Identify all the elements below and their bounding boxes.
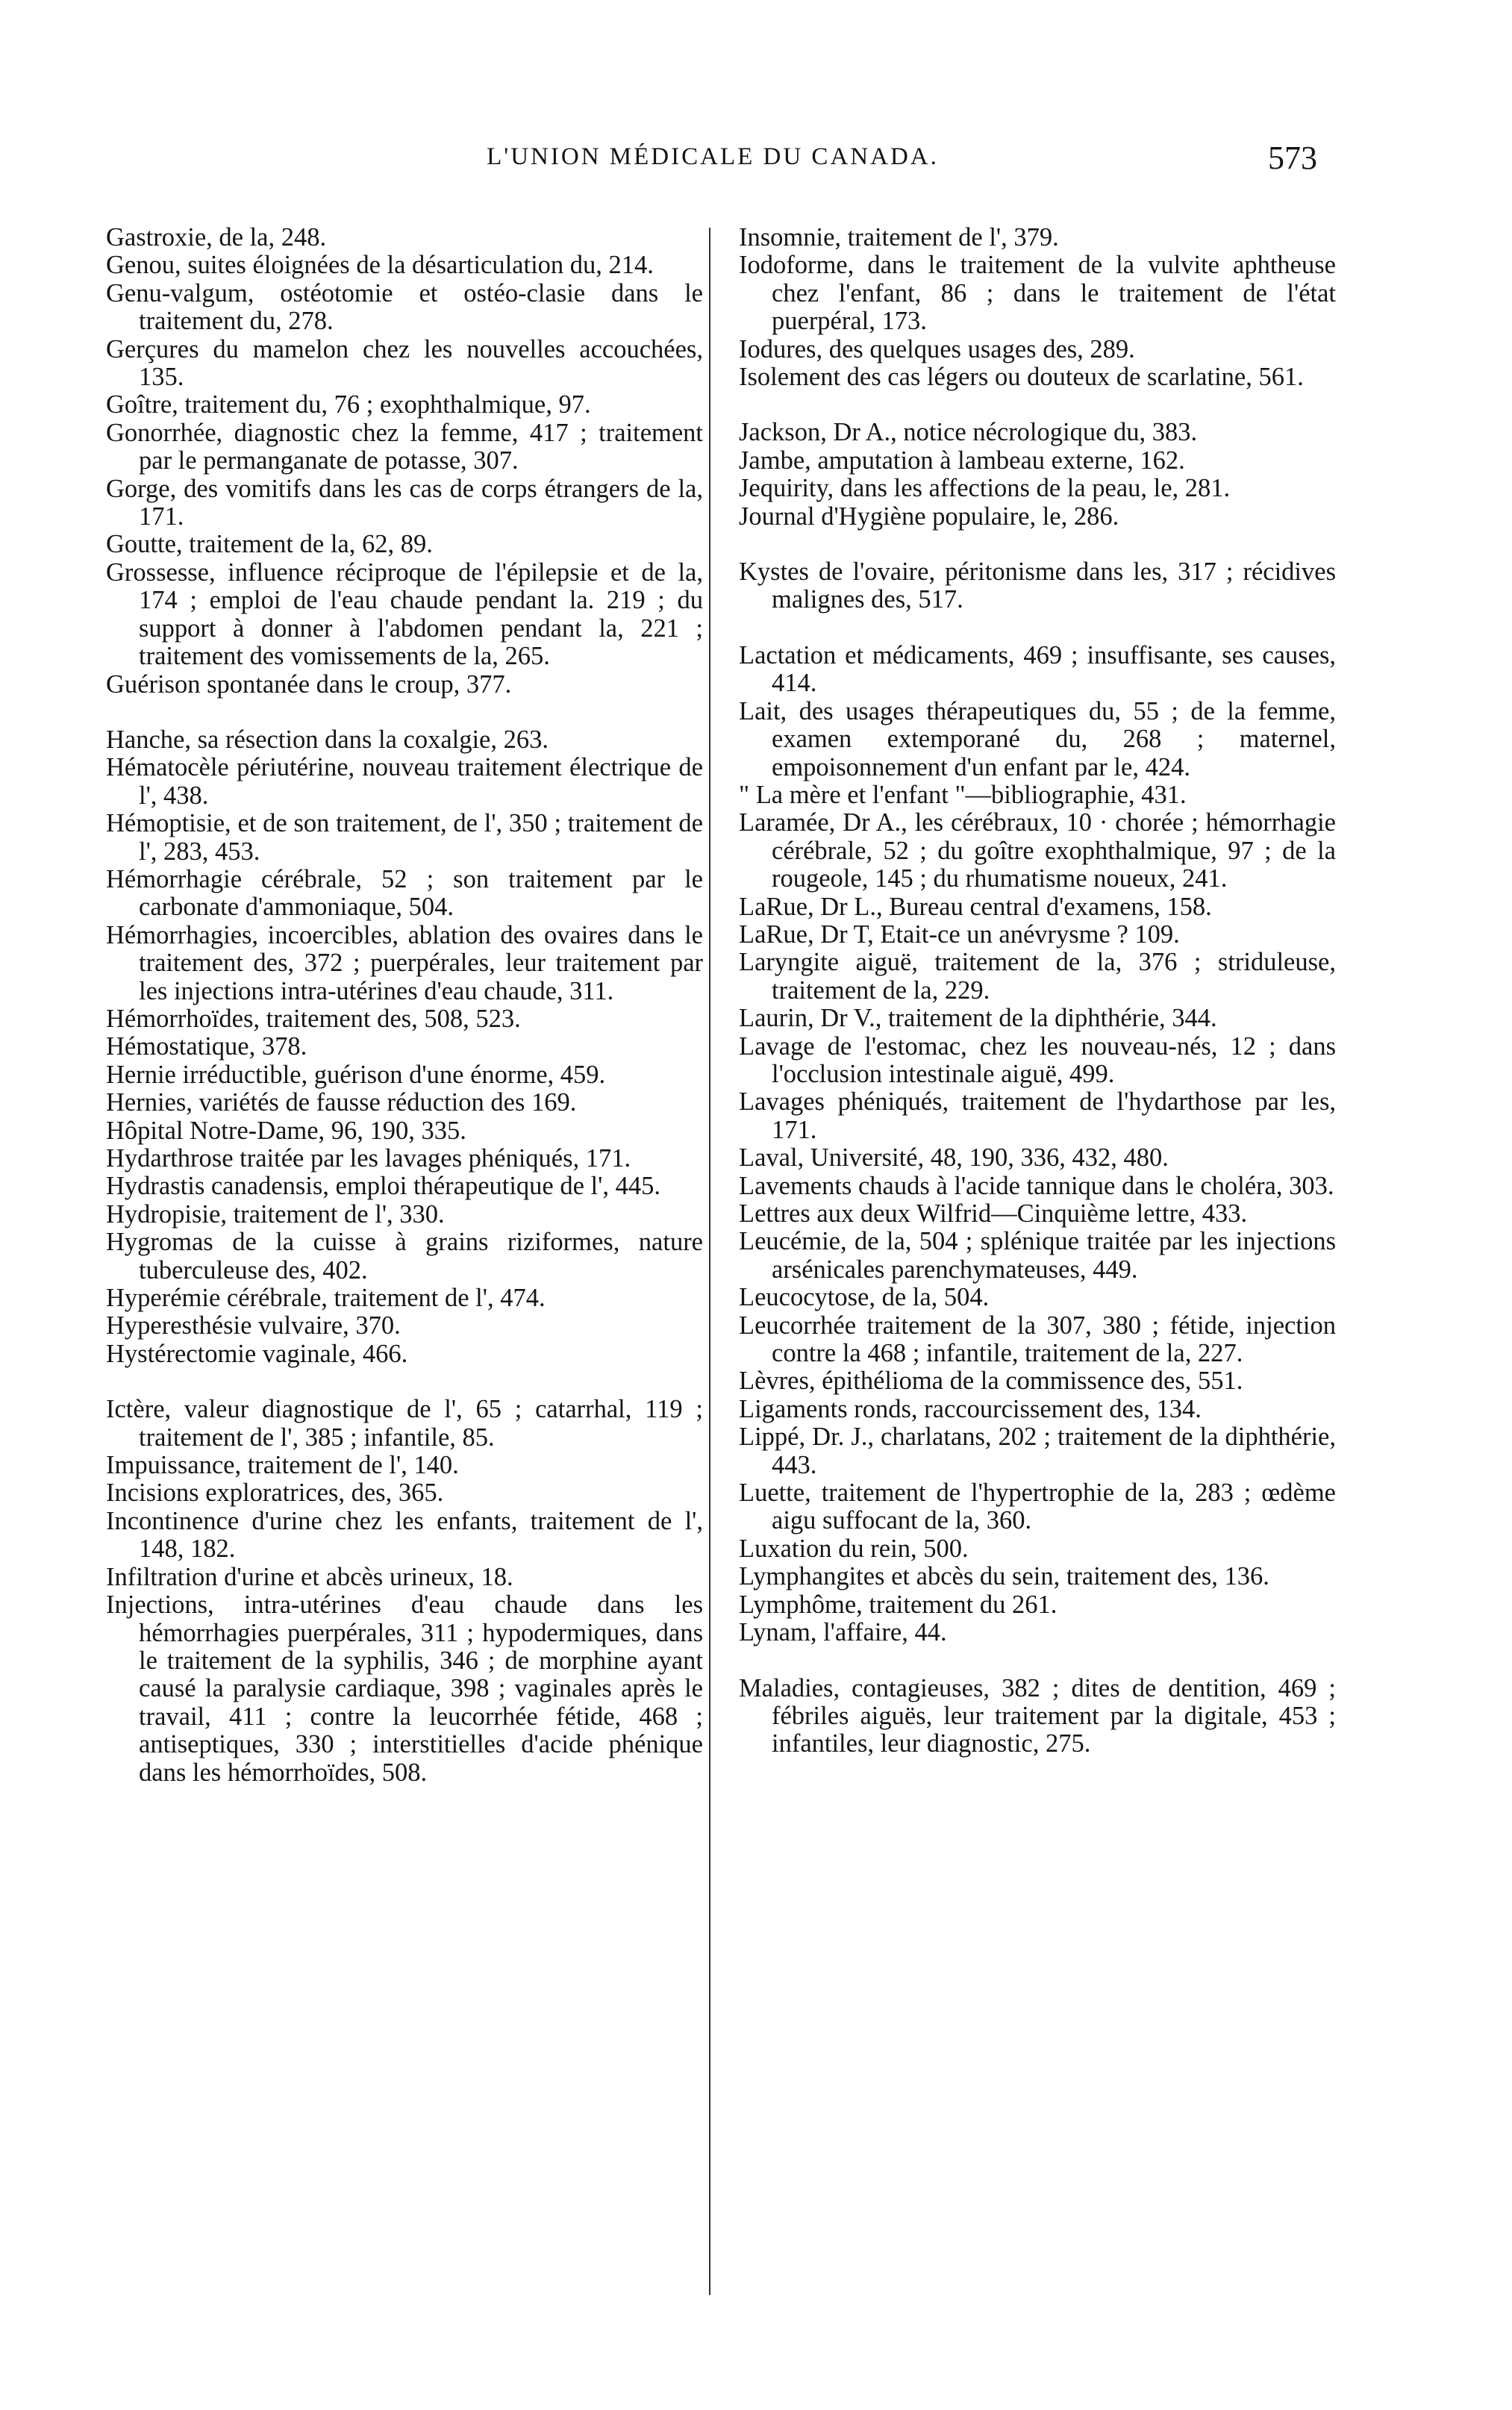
index-entry: Genu-valgum, ostéotomie et ostéo-clasie dans le traitement du, 278. [106,278,703,336]
index-entry: Lactation et médicaments, 469 ; insuffisante, ses causes, 414. [739,640,1336,698]
page-header [108,140,1317,182]
index-entry: Laramée, Dr A., les cérébraux, 10 · chorée ; hémorrhagie cérébrale, 52 ; du goître exophthalmique, 97 ; de la rougeole, 145 ; du rhumatisme noueux, 241. [739,808,1336,893]
column-divider [709,228,710,2295]
index-entry: Iodures, des quelques usages des, 289. [739,334,1135,363]
index-entry: Hystérectomie vaginale, 466. [106,1339,408,1368]
index-entry: Laurin, Dr V., traitement de la diphthérie, 344. [739,1004,1217,1033]
index-entry: Luxation du rein, 500. [739,1534,969,1563]
section-gap [739,531,1336,558]
index-entry: Lippé, Dr. J., charlatans, 202 ; traitement de la diphthérie, 443. [739,1423,1336,1479]
index-entry: Kystes de l'ovaire, péritonisme dans les, 317 ; récidives malignes des, 517. [739,558,1336,614]
section-gap [739,1647,1336,1675]
index-entry: LaRue, Dr T, Etait-ce un anévrysme ? 109. [739,920,1180,949]
index-entry: Lymphangites et abcès du sein, traitement des, 136. [739,1562,1269,1591]
index-entry: Hanche, sa résection dans la coxalgie, 263. [106,725,549,754]
index-entry: Gerçures du mamelon chez les nouvelles accouchées, 135. [106,334,703,392]
index-entry: Grossesse, influence réciproque de l'épilepsie et de la, 174 ; emploi de l'eau chaude pendant la. 219 ; du support à donner à l'abdomen pendant la, 221 ; traitement des vomissements de la, 265. [106,558,703,671]
index-entry: Hyperémie cérébrale, traitement de l', 474. [106,1284,546,1313]
section-gap [739,391,1336,419]
index-entry: Infiltration d'urine et abcès urineux, 18. [106,1562,513,1591]
index-entry: Lettres aux deux Wilfrid—Cinquième lettre, 433. [739,1199,1248,1228]
index-entry: Hernie irréductible, guérison d'une énorme, 459. [106,1060,606,1089]
index-entry: Laval, Université, 48, 190, 336, 432, 480. [739,1143,1169,1173]
section-gap [106,1368,703,1396]
index-entry: Lynam, l'affaire, 44. [739,1618,947,1647]
section-gap [739,614,1336,642]
section-gap [106,699,703,726]
index-column-left [106,224,703,1787]
index-entry: Luette, traitement de l'hypertrophie de la, 283 ; œdème aigu suffocant de la, 360. [739,1479,1336,1535]
index-entry: Jackson, Dr A., notice nécrologique du, 383. [739,418,1198,447]
index-entry: Hôpital Notre-Dame, 96, 190, 335. [106,1116,466,1145]
index-entry: Jequirity, dans les affections de la peau, le, 281. [739,474,1231,503]
index-entry: Lymphôme, traitement du 261. [739,1590,1058,1619]
index-entry: Goutte, traitement de la, 62, 89. [106,530,433,559]
index-entry: Goître, traitement du, 76 ; exophthalmique, 97. [106,390,591,419]
index-entry: Guérison spontanée dans le croup, 377. [106,669,512,699]
index-entry: Hydrastis canadensis, emploi thérapeutique de l', 445. [106,1172,660,1201]
index-entry: Hémorrhagie cérébrale, 52 ; son traitement par le carbonate d'ammoniaque, 504. [106,864,703,922]
index-entry: Lavage de l'estomac, chez les nouveau-nés, 12 ; dans l'occlusion intestinale aiguë, 499. [739,1031,1336,1088]
index-entry: Hyperesthésie vulvaire, 370. [106,1311,401,1340]
index-entry: Insomnie, traitement de l', 379. [739,223,1059,252]
index-entry: Leucorrhée traitement de la 307, 380 ; fétide, injection contre la 468 ; infantile, traitement de la, 227. [739,1311,1336,1368]
index-entry: Hydarthrose traitée par les lavages phéniqués, 171. [106,1144,631,1173]
index-entry: Iodoforme, dans le traitement de la vulvite aphtheuse chez l'enfant, 86 ; dans le traitement de l'état puerpéral, 173. [739,251,1336,336]
index-entry: Incontinence d'urine chez les enfants, traitement de l', 148, 182. [106,1506,703,1564]
index-entry: Hydropisie, traitement de l', 330. [106,1199,445,1229]
index-entry: Leucocytose, de la, 504. [739,1283,990,1312]
index-entry: Impuissance, traitement de l', 140. [106,1451,459,1480]
index-entry: Laryngite aiguë, traitement de la, 376 ; striduleuse, traitement de la, 229. [739,948,1336,1005]
index-entry: Hémorrhoïdes, traitement des, 508, 523. [106,1004,521,1033]
index-entry: Hémostatique, 378. [106,1032,307,1061]
index-entry: Isolement des cas légers ou douteux de scarlatine, 561. [739,363,1304,392]
index-entry: Hématocèle périutérine, nouveau traitement électrique de l', 438. [106,753,703,810]
running-title: L'UNION MÉDICALE DU CANADA. [487,143,939,170]
index-entry: Jambe, amputation à lambeau externe, 162. [739,446,1185,475]
index-entry: Ligaments ronds, raccourcissement des, 134. [739,1394,1202,1423]
index-entry: Lavages phéniqués, traitement de l'hydarthose par les, 171. [739,1087,1336,1144]
index-entry: LaRue, Dr L., Bureau central d'examens, 158. [739,892,1212,921]
index-entry: Gorge, des vomitifs dans les cas de corps étrangers de la, 171. [106,474,703,531]
index-entry: Hémorrhagies, incoercibles, ablation des ovaires dans le traitement des, 372 ; puerpérales, leur traitement par les injections intra-utérines d'eau chaude, 311. [106,920,703,1005]
index-entry: Hernies, variétés de fausse réduction des 169. [106,1088,577,1117]
index-entry: Injections, intra-utérines d'eau chaude dans les hémorrhagies puerpérales, 311 ; hypodermiques, dans le traitement de la syphilis, 346 ; de morphine ayant causé la paralysie cardiaque, 398 ; vaginales après le travail, 411 ; contre la leucorrhée fétide, 468 ; antiseptiques, 330 ; interstitielles d'acide phénique dans les hémorrhoïdes, 508. [106,1590,703,1787]
index-entry: Leucémie, de la, 504 ; splénique traitée par les injections arsénicales parenchymateuses, 449. [739,1227,1336,1284]
index-entry: Lait, des usages thérapeutiques du, 55 ; de la femme, examen extemporané du, 268 ; maternel, empoisonnement d'un enfant par le, 424. [739,696,1336,781]
index-entry: " La mère et l'enfant "—bibliographie, 431. [739,780,1187,809]
index-entry: Hémoptisie, et de son traitement, de l', 350 ; traitement de l', 283, 453. [106,809,703,866]
index-entry: Lèvres, épithélioma de la commissence des, 551. [739,1367,1243,1396]
page-number: 573 [1268,140,1317,176]
index-entry: Gonorrhée, diagnostic chez la femme, 417 ; traitement par le permanganate de potasse, 307. [106,418,703,475]
index-entry: Maladies, contagieuses, 382 ; dites de dentition, 469 ; fébriles aiguës, leur traitement par la digitale, 453 ; infantiles, leur diagnostic, 275. [739,1673,1336,1758]
index-entry: Incisions exploratrices, des, 365. [106,1479,444,1508]
index-entry: Hygromas de la cuisse à grains riziformes, nature tuberculeuse des, 402. [106,1228,703,1284]
index-entry: Journal d'Hygiène populaire, le, 286. [739,502,1119,531]
index-entry: Lavements chauds à l'acide tannique dans le choléra, 303. [739,1171,1334,1200]
index-entry: Gastroxie, de la, 248. [106,223,327,252]
index-entry: Genou, suites éloignées de la désarticulation du, 214. [106,251,654,280]
index-entry: Ictère, valeur diagnostique de l', 65 ; catarrhal, 119 ; traitement de l', 385 ; infantile, 85. [106,1395,703,1452]
index-column-right [739,224,1336,1758]
